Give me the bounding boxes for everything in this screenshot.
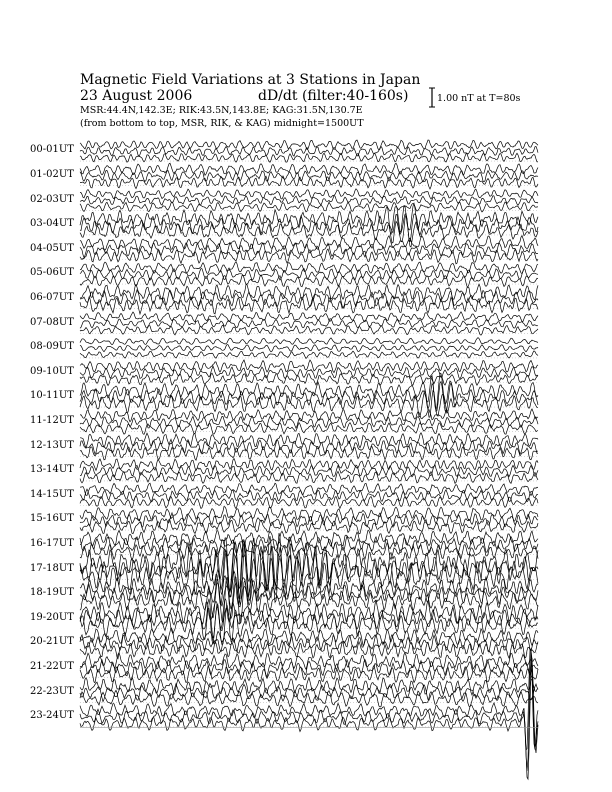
hour-row-04-05UT bbox=[80, 236, 538, 264]
trace-RIK-05-06UT bbox=[80, 268, 538, 280]
hour-label-19-20UT: 19-20UT bbox=[30, 611, 74, 623]
hour-label-01-02UT: 01-02UT bbox=[30, 168, 74, 180]
trace-KAG-07-08UT bbox=[80, 312, 538, 322]
hour-label-08-09UT: 08-09UT bbox=[30, 341, 74, 353]
trace-RIK-10-11UT bbox=[80, 382, 538, 413]
trace-KAG-01-02UT bbox=[80, 163, 538, 175]
hour-row-20-21UT bbox=[80, 628, 538, 659]
hour-label-09-10UT: 09-10UT bbox=[30, 365, 74, 377]
trace-MSR-09-10UT bbox=[80, 373, 538, 385]
hour-row-14-15UT bbox=[80, 483, 538, 508]
hour-row-12-13UT bbox=[80, 433, 538, 460]
hour-label-06-07UT: 06-07UT bbox=[30, 291, 74, 303]
trace-RIK-12-13UT bbox=[80, 439, 538, 454]
hour-row-15-16UT bbox=[80, 507, 538, 535]
hour-row-02-03UT bbox=[80, 189, 538, 212]
chart-date: 23 August 2006 bbox=[80, 88, 193, 104]
hour-label-16-17UT: 16-17UT bbox=[30, 537, 74, 549]
hour-label-17-18UT: 17-18UT bbox=[30, 562, 74, 574]
hour-label-21-22UT: 21-22UT bbox=[30, 660, 74, 672]
hour-row-11-12UT bbox=[80, 409, 538, 434]
hour-label-02-03UT: 02-03UT bbox=[30, 193, 74, 205]
hour-row-10-11UT bbox=[80, 373, 538, 417]
scale-bar-label: 1.00 nT at T=80s bbox=[437, 93, 521, 104]
hour-label-13-14UT: 13-14UT bbox=[30, 464, 74, 476]
hour-label-05-06UT: 05-06UT bbox=[30, 267, 74, 279]
station-coordinates: MSR:44.4N,142.3E; RIK:43.5N,143.8E; KAG:31.5N,130.7E bbox=[80, 105, 363, 116]
trace-KAG-12-13UT bbox=[80, 433, 538, 448]
trace-KAG-09-10UT bbox=[80, 360, 538, 373]
trace-MSR-12-13UT bbox=[80, 446, 538, 460]
hour-label-20-21UT: 20-21UT bbox=[30, 636, 74, 648]
trace-KAG-14-15UT bbox=[80, 483, 538, 495]
trace-KAG-00-01UT bbox=[80, 140, 538, 150]
trace-RIK-02-03UT bbox=[80, 196, 538, 206]
hour-row-07-08UT bbox=[80, 312, 538, 335]
trace-MSR-08-09UT bbox=[80, 351, 538, 359]
hour-row-06-07UT bbox=[80, 284, 538, 314]
trace-KAG-05-06UT bbox=[80, 262, 538, 274]
hour-row-09-10UT bbox=[80, 360, 538, 386]
hour-label-22-23UT: 22-23UT bbox=[30, 685, 74, 697]
trace-KAG-23-24UT bbox=[80, 649, 538, 750]
chart-component: dD/dt (filter:40-160s) bbox=[258, 88, 409, 104]
hour-label-10-11UT: 10-11UT bbox=[30, 390, 74, 402]
trace-KAG-08-09UT bbox=[80, 338, 538, 345]
hour-row-08-09UT bbox=[80, 338, 538, 359]
hour-row-22-23UT bbox=[80, 677, 538, 707]
trace-MSR-07-08UT bbox=[80, 325, 538, 335]
hour-label-11-12UT: 11-12UT bbox=[30, 414, 74, 426]
hour-label-04-05UT: 04-05UT bbox=[30, 242, 74, 254]
trace-KAG-02-03UT bbox=[80, 189, 538, 199]
hour-label-00-01UT: 00-01UT bbox=[30, 144, 74, 156]
hour-label-07-08UT: 07-08UT bbox=[30, 316, 74, 328]
trace-MSR-01-02UT bbox=[80, 176, 538, 189]
hour-label-15-16UT: 15-16UT bbox=[30, 513, 74, 525]
station-order-note: (from bottom to top, MSR, RIK, & KAG) midnight=1500UT bbox=[80, 118, 364, 129]
hour-label-23-24UT: 23-24UT bbox=[30, 710, 74, 722]
trace-MSR-14-15UT bbox=[80, 496, 538, 509]
hour-label-03-04UT: 03-04UT bbox=[30, 218, 74, 230]
trace-RIK-07-08UT bbox=[80, 319, 538, 329]
trace-KAG-04-05UT bbox=[80, 236, 538, 251]
trace-RIK-08-09UT bbox=[80, 345, 538, 352]
hour-row-13-14UT bbox=[80, 459, 538, 484]
trace-MSR-11-12UT bbox=[80, 423, 538, 435]
hour-label-14-15UT: 14-15UT bbox=[30, 488, 74, 500]
trace-KAG-17-18UT bbox=[80, 533, 538, 592]
hour-row-23-24UT bbox=[80, 649, 538, 779]
hour-label-18-19UT: 18-19UT bbox=[30, 587, 74, 599]
trace-RIK-22-23UT bbox=[80, 683, 538, 701]
hour-row-01-02UT bbox=[80, 163, 538, 189]
hour-row-05-06UT bbox=[80, 262, 538, 287]
chart-title: Magnetic Field Variations at 3 Stations in Japan bbox=[80, 72, 421, 88]
trace-MSR-13-14UT bbox=[80, 471, 538, 483]
hour-label-12-13UT: 12-13UT bbox=[30, 439, 74, 451]
hour-row-00-01UT bbox=[80, 140, 538, 162]
